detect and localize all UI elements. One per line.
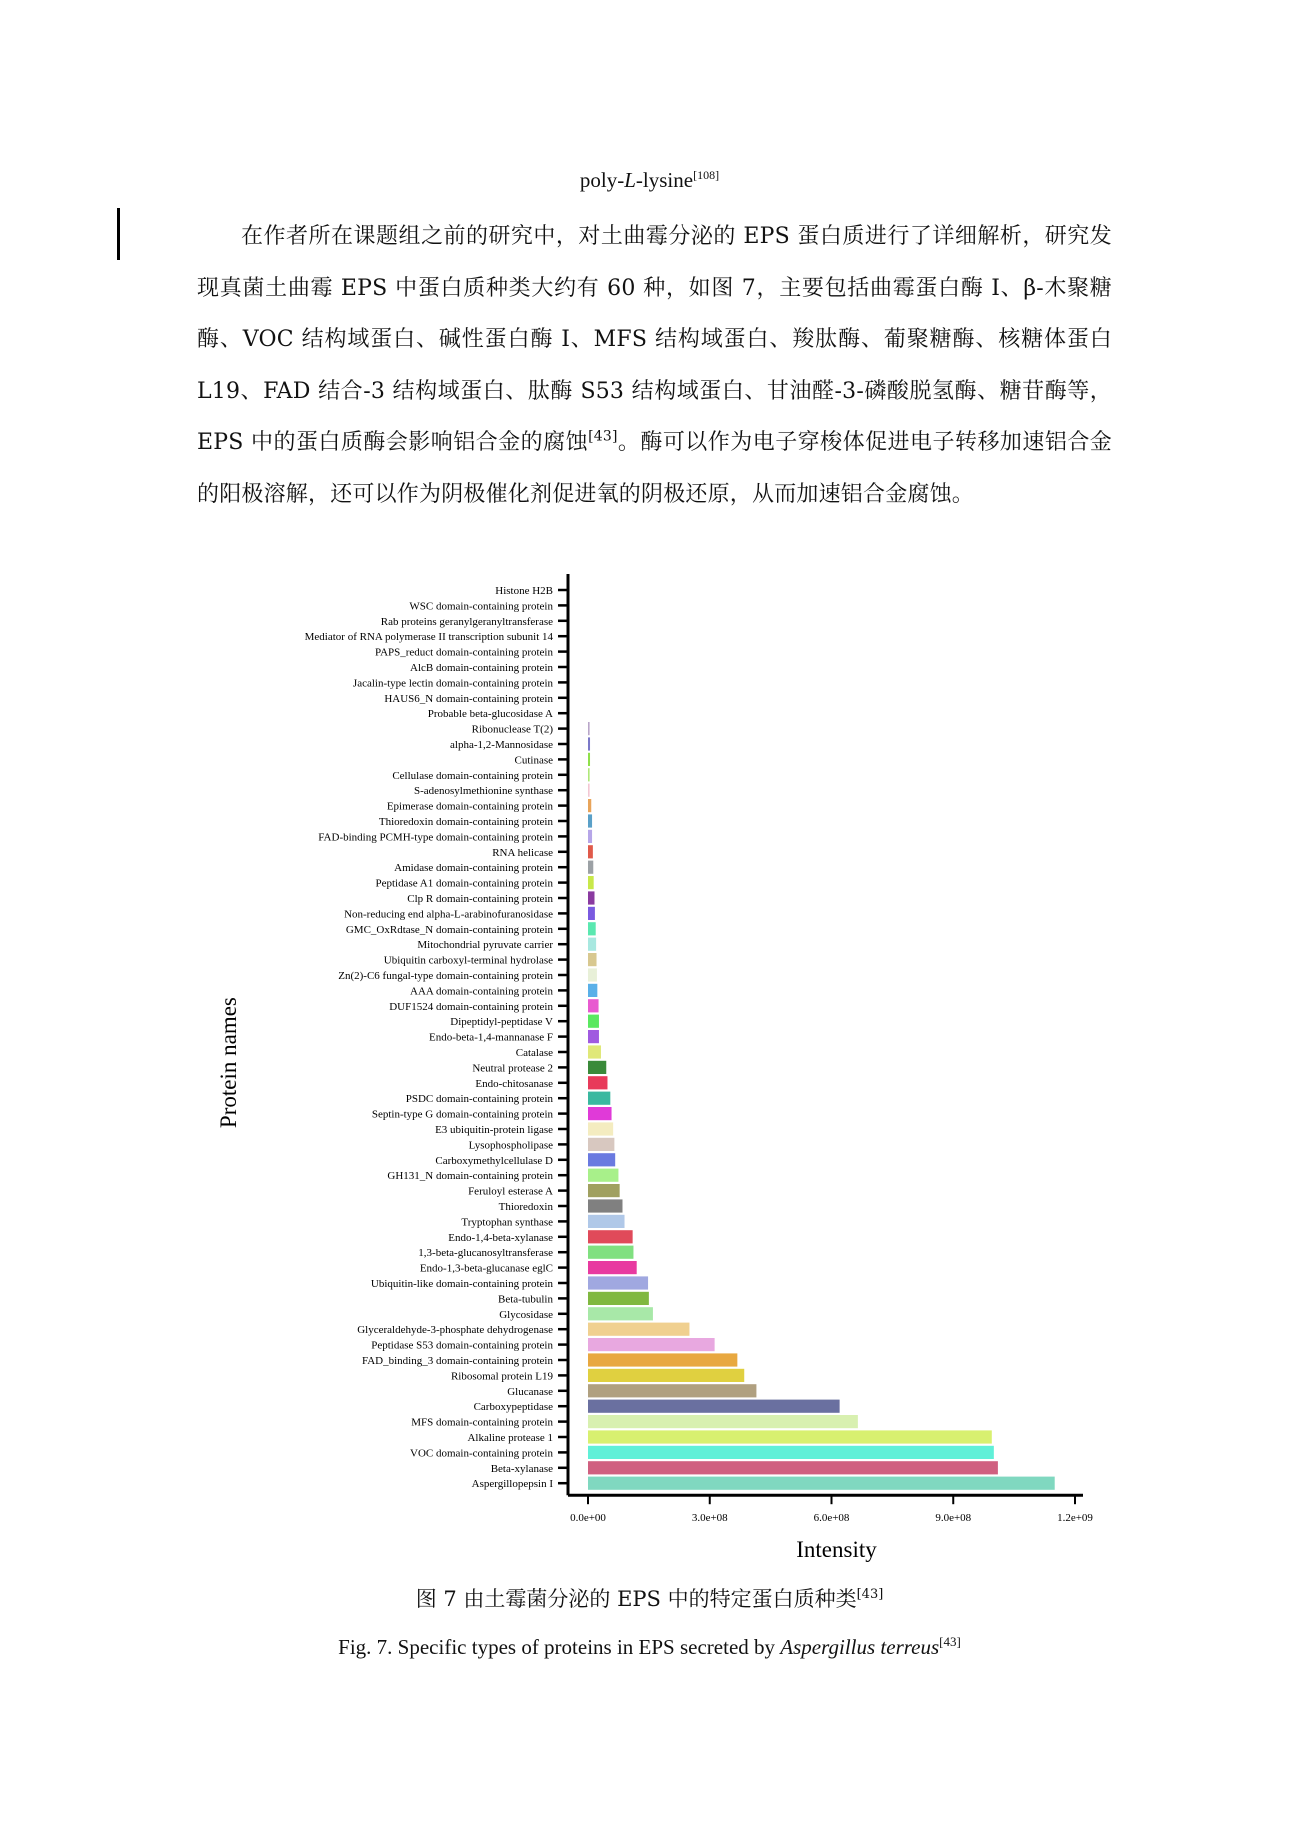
category-label: Endo-1,3-beta-glucanase eglC <box>419 1262 553 1275</box>
protein-intensity-chart <box>0 560 1299 1570</box>
bar <box>588 1338 715 1351</box>
bar <box>588 1199 622 1212</box>
category-label: Ubiquitin carboxyl-terminal hydrolase <box>383 954 553 967</box>
bar <box>588 1276 648 1289</box>
bar <box>588 1122 613 1135</box>
category-label: MFS domain-containing protein <box>411 1416 553 1429</box>
bar <box>588 1369 744 1382</box>
bar <box>588 1353 737 1366</box>
bar <box>588 1107 612 1120</box>
category-label: Catalase <box>515 1047 553 1059</box>
figure-caption-cn: 图 7 由土霉菌分泌的 EPS 中的特定蛋白质种类[43] <box>415 1587 884 1611</box>
bar <box>588 1184 620 1197</box>
bar <box>588 1415 858 1428</box>
bar <box>588 984 597 997</box>
category-label: E3 ubiquitin-protein ligase <box>435 1124 553 1136</box>
bar <box>588 907 595 920</box>
bar <box>588 814 592 827</box>
category-label: Glucanase <box>507 1385 553 1398</box>
bar <box>588 1261 637 1274</box>
category-label: Tryptophan synthase <box>461 1216 553 1229</box>
category-label: Carboxypeptidase <box>473 1401 553 1414</box>
bar <box>588 1061 606 1074</box>
bar <box>588 891 594 904</box>
bar <box>588 1015 599 1028</box>
citation-ref: [43] <box>588 428 618 445</box>
x-tick-label: 6.0e+08 <box>813 1512 850 1525</box>
formula-line: poly-L-lysine[108] <box>579 168 720 192</box>
body-paragraph <box>197 211 1112 520</box>
category-label: Amidase domain-containing protein <box>394 862 553 875</box>
category-label: Glycosidase <box>499 1308 553 1321</box>
bar <box>588 953 597 966</box>
category-label: Histone H2B <box>495 585 553 597</box>
category-label: PSDC domain-containing protein <box>405 1093 553 1106</box>
category-label: Peptidase A1 domain-containing protein <box>375 877 553 890</box>
bar <box>588 922 596 935</box>
category-label: Non-reducing end alpha-L-arabinofuranosidase <box>344 908 553 921</box>
bar <box>588 1307 653 1320</box>
bar <box>588 722 590 735</box>
category-label: Thioredoxin <box>498 1201 553 1213</box>
category-label: Mitochondrial pyruvate carrier <box>417 939 553 952</box>
bar <box>588 1045 601 1058</box>
bar <box>588 968 597 981</box>
category-label: Carboxymethylcellulase D <box>435 1154 553 1167</box>
category-label: Lysophospholipase <box>468 1139 553 1152</box>
category-label: WSC domain-containing protein <box>409 600 553 613</box>
bar <box>588 784 590 797</box>
category-label: Glyceraldehyde-3-phosphate dehydrogenase <box>357 1324 553 1337</box>
bar <box>588 1030 599 1043</box>
category-label: Endo-1,4-beta-xylanase <box>448 1231 553 1244</box>
category-label: Ubiquitin-like domain-containing protein <box>370 1278 553 1290</box>
category-labels <box>305 585 568 1490</box>
bar <box>588 938 596 951</box>
category-label: Neutral protease 2 <box>472 1062 553 1075</box>
bar <box>588 1138 614 1151</box>
category-label: DUF1524 domain-containing protein <box>389 1000 553 1013</box>
bar <box>588 1292 649 1305</box>
category-label: Ribonuclease T(2) <box>471 723 553 736</box>
category-label: HAUS6_N domain-containing protein <box>384 692 553 705</box>
bar <box>588 1153 615 1166</box>
category-label: Probable beta-glucosidase A <box>427 708 553 721</box>
category-label: Beta-tubulin <box>498 1293 553 1306</box>
y-axis-label: Protein names <box>216 997 241 1129</box>
category-label: 1,3-beta-glucanosyltransferase <box>418 1247 553 1260</box>
category-label: AlcB domain-containing protein <box>410 662 553 674</box>
category-label: AAA domain-containing protein <box>410 985 553 998</box>
category-label: Endo-chitosanase <box>475 1077 553 1090</box>
category-label: FAD_binding_3 domain-containing protein <box>361 1355 553 1367</box>
bar <box>588 1323 689 1336</box>
category-label: Aspergillopepsin I <box>471 1478 553 1491</box>
bar <box>588 1092 610 1105</box>
bar <box>588 1230 633 1243</box>
figure-caption-en: Fig. 7. Specific types of proteins in EPS secreted by Aspergillus terreus[43] <box>338 1634 961 1659</box>
category-label: Cutinase <box>514 754 553 767</box>
x-tick-label: 1.2e+09 <box>1057 1512 1093 1525</box>
bar <box>588 1477 1055 1490</box>
bar <box>588 845 593 858</box>
bar <box>588 1430 992 1443</box>
bar <box>588 830 592 843</box>
paragraph-text-1: 在作者所在课题组之前的研究中，对土曲霉分泌的 EPS 蛋白质进行了详细解析，研究发现真菌土曲霉 EPS 中蛋白质种类大约有 60 种，如图 7，主要包括曲霉蛋白酶 I、β-木聚糖酶、VOC 结构域蛋白、碱性蛋白酶 I、MFS 结构域蛋白、羧肽酶、葡聚糖酶、核糖体蛋白 L19、FAD 结合-3 结构域蛋白、肽酶 S53 结构域蛋白、甘油醛-3-磷酸脱氢酶、糖苷酶等，EPS 中的蛋白质酶会影响铝合金的腐蚀 <box>197 224 1112 455</box>
category-label: Feruloyl esterase A <box>468 1185 553 1198</box>
category-label: PAPS_reduct domain-containing protein <box>374 646 553 659</box>
bar <box>588 1246 633 1259</box>
category-label: Epimerase domain-containing protein <box>386 800 553 813</box>
category-label: Zn(2)-C6 fungal-type domain-containing protein <box>338 970 553 982</box>
x-tick-label: 3.0e+08 <box>691 1512 728 1525</box>
category-label: Dipeptidyl-peptidase V <box>450 1016 553 1029</box>
bar <box>588 1400 840 1413</box>
category-label: Rab proteins geranylgeranyltransferase <box>380 615 553 628</box>
category-label: Beta-xylanase <box>490 1462 553 1475</box>
bar <box>588 1076 607 1089</box>
category-label: Mediator of RNA polymerase II transcription subunit 14 <box>304 631 553 644</box>
bar <box>588 1446 994 1459</box>
category-label: Ribosomal protein L19 <box>450 1370 553 1383</box>
x-axis-label: Intensity <box>796 1537 877 1563</box>
revision-bar <box>117 208 120 260</box>
category-label: Clp R domain-containing protein <box>407 893 553 905</box>
bar <box>588 999 599 1012</box>
bar <box>588 861 593 874</box>
category-label: Alkaline protease 1 <box>467 1432 553 1444</box>
category-label: VOC domain-containing protein <box>410 1447 553 1460</box>
category-label: alpha-1,2-Mannosidase <box>450 739 553 751</box>
bar <box>588 799 591 812</box>
bars <box>588 722 1055 1490</box>
bar <box>588 1384 756 1397</box>
bar <box>588 1461 998 1474</box>
category-label: GMC_OxRdtase_N domain-containing protein <box>345 923 553 936</box>
bar <box>588 768 590 781</box>
bar <box>588 1215 625 1228</box>
bar <box>588 876 594 889</box>
category-label: GH131_N domain-containing protein <box>387 1170 553 1183</box>
category-label: S-adenosylmethionine synthase <box>413 785 553 798</box>
category-label: RNA helicase <box>492 846 553 859</box>
bar <box>588 737 590 750</box>
bar <box>588 1169 618 1182</box>
x-tick-label: 9.0e+08 <box>935 1512 972 1525</box>
category-label: Endo-beta-1,4-mannanase F <box>428 1031 553 1044</box>
category-label: Cellulase domain-containing protein <box>392 769 553 782</box>
category-label: Thioredoxin domain-containing protein <box>378 816 553 828</box>
x-ticks <box>570 1495 1093 1524</box>
x-tick-label: 0.0e+00 <box>570 1512 606 1525</box>
category-label: Peptidase S53 domain-containing protein <box>371 1339 553 1352</box>
category-label: Septin-type G domain-containing protein <box>371 1108 553 1121</box>
category-label: FAD-binding PCMH-type domain-containing protein <box>318 831 553 844</box>
paragraph-text-2: 。酶可以作为电子穿梭体促进电子转移加速铝合金的阳极溶解，还可以作为阴极催化剂促进氧的阴极还原，从而加速铝合金腐蚀。 <box>197 430 1112 507</box>
bar <box>588 753 590 766</box>
category-label: Jacalin-type lectin domain-containing protein <box>352 677 553 690</box>
